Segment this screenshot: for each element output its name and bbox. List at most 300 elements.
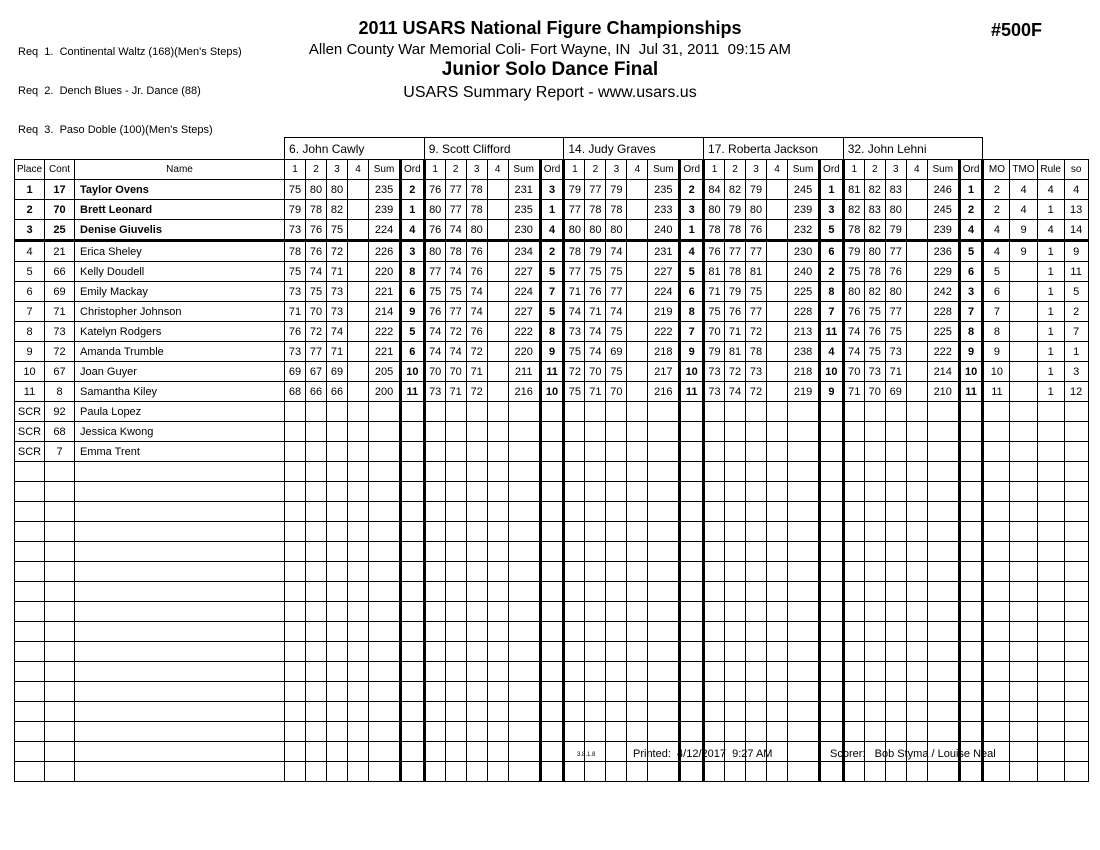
sum-cell: [927, 722, 959, 742]
place-cell: 8: [15, 322, 45, 342]
score-cell: 76: [424, 180, 445, 200]
sum-cell: 236: [927, 241, 959, 262]
name-cell: Paula Lopez: [75, 402, 285, 422]
rule-cell: 1: [1037, 382, 1064, 402]
ord-cell: 11: [959, 382, 983, 402]
score-cell: [487, 342, 508, 362]
spacer-cell: [15, 138, 285, 160]
score-cell: [627, 382, 648, 402]
score-cell: [627, 502, 648, 522]
tmo-cell: [1010, 542, 1037, 562]
score-cell: [466, 722, 487, 742]
sum-cell: 224: [648, 282, 680, 302]
score-cell: 75: [306, 282, 327, 302]
sum-cell: [648, 422, 680, 442]
score-cell: [327, 702, 348, 722]
so-cell: [1064, 602, 1088, 622]
sum-cell: [369, 422, 401, 442]
so-cell: [1064, 642, 1088, 662]
ord-cell: [401, 422, 425, 442]
mo-cell: 4: [983, 241, 1010, 262]
score-cell: [327, 642, 348, 662]
score-cell: [445, 702, 466, 722]
sum-cell: 217: [648, 362, 680, 382]
sum-cell: 246: [927, 180, 959, 200]
rule-cell: [1037, 462, 1064, 482]
sum-cell: 234: [508, 241, 540, 262]
score-cell: [348, 562, 369, 582]
score-cell: 66: [306, 382, 327, 402]
score-cell: [424, 542, 445, 562]
score-cell: [606, 642, 627, 662]
ord-cell: 2: [820, 262, 844, 282]
score-cell: [767, 220, 788, 241]
ord-cell: [820, 662, 844, 682]
ord-cell: [540, 682, 564, 702]
ord-cell: [959, 482, 983, 502]
score-cell: [285, 762, 306, 782]
ord-cell: [820, 482, 844, 502]
ord-cell: [540, 742, 564, 762]
score-cell: [864, 702, 885, 722]
sum-cell: [648, 622, 680, 642]
score-cell: [906, 241, 927, 262]
sum-cell: 210: [927, 382, 959, 402]
score-cell: [424, 742, 445, 762]
score-cell: [725, 422, 746, 442]
sum-cell: [927, 522, 959, 542]
score-cell: [627, 722, 648, 742]
score-cell: [487, 462, 508, 482]
name-cell: Jessica Kwong: [75, 422, 285, 442]
score-cell: [348, 322, 369, 342]
tmo-cell: [1010, 702, 1037, 722]
ord-cell: [820, 542, 844, 562]
ord-cell: [820, 462, 844, 482]
cont-cell: 68: [45, 422, 75, 442]
score-cell: 71: [704, 282, 725, 302]
score-cell: [424, 622, 445, 642]
score-cell: 80: [885, 282, 906, 302]
score-cell: 70: [864, 382, 885, 402]
sum-cell: [788, 762, 820, 782]
score-cell: [327, 762, 348, 782]
score-cell: [445, 762, 466, 782]
score-cell: [585, 402, 606, 422]
score-cell: [466, 622, 487, 642]
place-cell: [15, 622, 45, 642]
score-cell: 79: [843, 241, 864, 262]
score-cell: [424, 602, 445, 622]
score-cell: [906, 522, 927, 542]
score-cell: [424, 402, 445, 422]
col-header-mo: MO: [983, 160, 1010, 180]
score-cell: [445, 442, 466, 462]
sum-cell: 232: [788, 220, 820, 241]
sum-cell: 216: [508, 382, 540, 402]
score-cell: [725, 602, 746, 622]
sum-cell: [788, 402, 820, 422]
tmo-cell: [1010, 622, 1037, 642]
ord-cell: [540, 402, 564, 422]
score-cell: 67: [306, 362, 327, 382]
score-cell: [627, 582, 648, 602]
score-cell: [627, 522, 648, 542]
score-cell: 77: [725, 241, 746, 262]
score-cell: 72: [466, 342, 487, 362]
cont-cell: [45, 762, 75, 782]
score-cell: 79: [606, 180, 627, 200]
ord-cell: [680, 442, 704, 462]
score-cell: [885, 662, 906, 682]
cont-cell: 67: [45, 362, 75, 382]
ord-cell: 2: [959, 200, 983, 220]
so-cell: [1064, 462, 1088, 482]
score-cell: [704, 582, 725, 602]
sum-cell: [648, 682, 680, 702]
mo-cell: 9: [983, 342, 1010, 362]
score-cell: 78: [585, 200, 606, 220]
ord-cell: [540, 482, 564, 502]
col-header-ord: Ord: [540, 160, 564, 180]
score-cell: [843, 662, 864, 682]
score-cell: [445, 602, 466, 622]
score-cell: [767, 542, 788, 562]
score-cell: [306, 722, 327, 742]
score-cell: 81: [746, 262, 767, 282]
score-cell: [627, 682, 648, 702]
sum-cell: [369, 482, 401, 502]
rule-cell: [1037, 502, 1064, 522]
score-cell: [564, 462, 585, 482]
score-cell: [424, 442, 445, 462]
score-cell: [487, 482, 508, 502]
score-cell: [487, 722, 508, 742]
score-cell: [466, 562, 487, 582]
sum-cell: 242: [927, 282, 959, 302]
score-cell: 78: [306, 200, 327, 220]
score-cell: [466, 462, 487, 482]
rule-cell: [1037, 402, 1064, 422]
sum-cell: 227: [508, 262, 540, 282]
ord-cell: [401, 462, 425, 482]
so-cell: 14: [1064, 220, 1088, 241]
score-cell: [627, 241, 648, 262]
score-cell: 66: [327, 382, 348, 402]
ord-cell: [401, 582, 425, 602]
score-cell: [285, 422, 306, 442]
sum-cell: [369, 402, 401, 422]
table-row: [15, 402, 1089, 422]
score-cell: [725, 582, 746, 602]
score-cell: [864, 422, 885, 442]
place-cell: 6: [15, 282, 45, 302]
score-cell: 72: [306, 322, 327, 342]
sum-cell: [788, 622, 820, 642]
score-cell: 79: [746, 180, 767, 200]
score-cell: [864, 562, 885, 582]
place-cell: [15, 542, 45, 562]
so-cell: 7: [1064, 322, 1088, 342]
sum-cell: [508, 582, 540, 602]
sum-cell: [508, 622, 540, 642]
score-cell: [767, 502, 788, 522]
ord-cell: [680, 562, 704, 582]
mo-cell: 7: [983, 302, 1010, 322]
printed-timestamp: [633, 748, 772, 760]
score-cell: 77: [445, 302, 466, 322]
score-cell: [704, 702, 725, 722]
score-cell: [704, 462, 725, 482]
score-cell: [285, 482, 306, 502]
rule-cell: [1037, 702, 1064, 722]
name-cell: Joan Guyer: [75, 362, 285, 382]
score-cell: 73: [285, 342, 306, 362]
sum-cell: [369, 742, 401, 762]
ord-cell: [820, 642, 844, 662]
score-cell: [767, 342, 788, 362]
score-cell: 74: [606, 241, 627, 262]
ord-cell: 5: [680, 262, 704, 282]
score-cell: 71: [585, 382, 606, 402]
score-cell: [767, 200, 788, 220]
sum-cell: [648, 602, 680, 622]
mo-cell: [983, 682, 1010, 702]
score-cell: [627, 462, 648, 482]
score-cell: [285, 582, 306, 602]
score-cell: 69: [606, 342, 627, 362]
score-cell: [885, 402, 906, 422]
score-cell: 76: [306, 241, 327, 262]
score-cell: 72: [564, 362, 585, 382]
score-cell: 76: [424, 220, 445, 241]
score-cell: [864, 502, 885, 522]
score-cell: [906, 582, 927, 602]
place-cell: 1: [15, 180, 45, 200]
ord-cell: [680, 582, 704, 602]
tmo-cell: [1010, 582, 1037, 602]
sum-cell: 214: [369, 302, 401, 322]
sum-cell: [648, 562, 680, 582]
score-cell: 82: [864, 220, 885, 241]
ord-cell: 10: [680, 362, 704, 382]
cont-cell: 69: [45, 282, 75, 302]
score-cell: 74: [585, 322, 606, 342]
score-cell: [627, 402, 648, 422]
rule-cell: [1037, 662, 1064, 682]
score-cell: [285, 522, 306, 542]
score-cell: 75: [585, 262, 606, 282]
ord-cell: 5: [540, 262, 564, 282]
name-cell: Erica Sheley: [75, 241, 285, 262]
ord-cell: 3: [680, 200, 704, 220]
score-cell: 73: [864, 362, 885, 382]
ord-cell: [401, 762, 425, 782]
rule-cell: [1037, 622, 1064, 642]
score-cell: [564, 622, 585, 642]
score-cell: [704, 442, 725, 462]
score-cell: [285, 442, 306, 462]
score-cell: [466, 762, 487, 782]
sum-cell: 233: [648, 200, 680, 220]
score-cell: 70: [445, 362, 466, 382]
score-cell: 79: [585, 241, 606, 262]
score-cell: [885, 762, 906, 782]
score-cell: [487, 502, 508, 522]
score-cell: [885, 702, 906, 722]
score-cell: [767, 282, 788, 302]
score-cell: 69: [885, 382, 906, 402]
judge-name-cell-2: 9. Scott Clifford: [424, 138, 564, 160]
score-cell: [327, 722, 348, 742]
tmo-cell: [1010, 322, 1037, 342]
ord-cell: 1: [401, 200, 425, 220]
name-cell: Katelyn Rodgers: [75, 322, 285, 342]
score-cell: [627, 442, 648, 462]
score-cell: [843, 542, 864, 562]
cont-cell: [45, 602, 75, 622]
name-cell: [75, 742, 285, 762]
score-cell: 74: [445, 220, 466, 241]
ord-cell: 10: [820, 362, 844, 382]
ord-cell: 10: [540, 382, 564, 402]
score-cell: [348, 342, 369, 362]
mo-cell: [983, 402, 1010, 422]
ord-cell: 7: [680, 322, 704, 342]
table-row: [15, 342, 1089, 362]
tmo-cell: [1010, 442, 1037, 462]
score-cell: [627, 220, 648, 241]
score-cell: 80: [564, 220, 585, 241]
sum-cell: 221: [369, 342, 401, 362]
place-cell: SCR: [15, 402, 45, 422]
score-cell: [725, 702, 746, 722]
score-cell: [564, 702, 585, 722]
score-cell: 77: [746, 241, 767, 262]
score-cell: 70: [585, 362, 606, 382]
score-cell: [424, 582, 445, 602]
score-cell: [327, 622, 348, 642]
col-header-4: 4: [767, 160, 788, 180]
score-cell: 74: [306, 262, 327, 282]
col-header-1: 1: [424, 160, 445, 180]
col-header-2: 2: [445, 160, 466, 180]
tmo-cell: 4: [1010, 180, 1037, 200]
score-cell: [864, 462, 885, 482]
col-header-sum: Sum: [927, 160, 959, 180]
sum-cell: [648, 402, 680, 422]
tmo-cell: [1010, 462, 1037, 482]
score-cell: [885, 722, 906, 742]
place-cell: SCR: [15, 442, 45, 462]
score-cell: [725, 642, 746, 662]
score-cell: [906, 422, 927, 442]
score-cell: [285, 542, 306, 562]
score-cell: [906, 702, 927, 722]
score-cell: [606, 542, 627, 562]
ord-cell: [680, 762, 704, 782]
score-cell: [725, 402, 746, 422]
score-cell: 74: [445, 262, 466, 282]
score-cell: [746, 762, 767, 782]
sum-cell: [927, 762, 959, 782]
score-cell: [843, 422, 864, 442]
score-cell: [445, 462, 466, 482]
cont-cell: 7: [45, 442, 75, 462]
score-cell: [725, 662, 746, 682]
mo-cell: [983, 622, 1010, 642]
score-cell: [767, 302, 788, 322]
score-cell: 76: [306, 220, 327, 241]
score-cell: [725, 502, 746, 522]
score-cell: [746, 702, 767, 722]
score-cell: 73: [424, 382, 445, 402]
score-cell: [906, 442, 927, 462]
ord-cell: [959, 502, 983, 522]
score-cell: [725, 482, 746, 502]
col-header-ord: Ord: [820, 160, 844, 180]
rule-cell: [1037, 522, 1064, 542]
score-cell: [767, 442, 788, 462]
score-cell: 75: [606, 362, 627, 382]
score-cell: [306, 682, 327, 702]
score-cell: [885, 462, 906, 482]
sum-cell: [369, 442, 401, 462]
col-header-sum: Sum: [648, 160, 680, 180]
ord-cell: 8: [540, 322, 564, 342]
place-cell: [15, 662, 45, 682]
score-cell: [704, 722, 725, 742]
place-cell: [15, 762, 45, 782]
sum-cell: [648, 582, 680, 602]
ord-cell: [680, 622, 704, 642]
ord-cell: [959, 462, 983, 482]
results-table: [14, 137, 1089, 782]
sum-cell: [508, 462, 540, 482]
score-cell: 76: [843, 302, 864, 322]
score-cell: 77: [885, 302, 906, 322]
score-cell: [906, 662, 927, 682]
score-cell: [767, 422, 788, 442]
score-cell: 80: [424, 200, 445, 220]
col-header-3: 3: [327, 160, 348, 180]
table-row: [15, 382, 1089, 402]
table-row: [15, 262, 1089, 282]
score-cell: [746, 482, 767, 502]
rule-cell: 1: [1037, 302, 1064, 322]
score-cell: [348, 742, 369, 762]
score-cell: [487, 602, 508, 622]
ord-cell: [401, 562, 425, 582]
score-cell: 73: [704, 382, 725, 402]
sum-cell: 200: [369, 382, 401, 402]
score-cell: [843, 582, 864, 602]
ord-cell: 7: [959, 302, 983, 322]
tmo-cell: 4: [1010, 200, 1037, 220]
tmo-cell: [1010, 342, 1037, 362]
sum-cell: 213: [788, 322, 820, 342]
name-cell: [75, 682, 285, 702]
ord-cell: [401, 662, 425, 682]
score-cell: 78: [466, 200, 487, 220]
mo-cell: [983, 542, 1010, 562]
ord-cell: 9: [959, 342, 983, 362]
ord-cell: [680, 702, 704, 722]
col-header-4: 4: [487, 160, 508, 180]
score-cell: [606, 442, 627, 462]
sum-cell: [369, 522, 401, 542]
empty-row: [15, 482, 1089, 502]
